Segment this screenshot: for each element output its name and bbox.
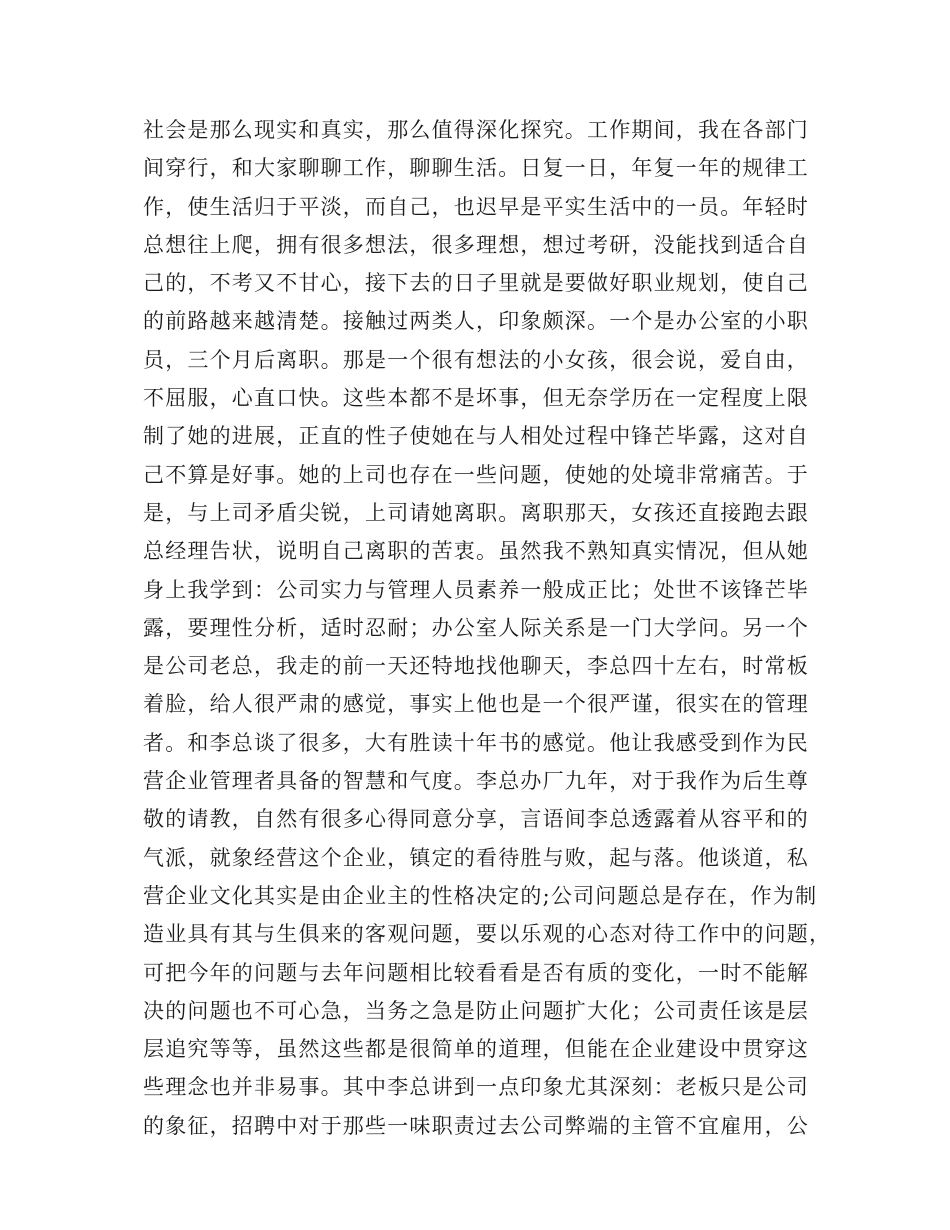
text-line-5: 己的，不考又不甘心，接下去的日子里就是要做好职业规划，使自己 — [143, 271, 809, 296]
text-line-25: 层追究等等，虽然这些都是很简单的道理，但能在企业建设中贯穿这 — [143, 1037, 809, 1062]
text-line-20: 气派，就象经营这个企业，镇定的看待胜与败，起与落。他谈道，私 — [143, 845, 809, 870]
text-line-4: 总想往上爬，拥有很多想法，很多理想，想过考研，没能找到适合自 — [143, 232, 809, 257]
text-line-8: 不屈服，心直口快。这些本都不是坏事，但无奈学历在一定程度上限 — [143, 386, 809, 411]
text-line-2: 间穿行，和大家聊聊工作，聊聊生活。日复一日，年复一年的规律工 — [143, 156, 809, 181]
text-line-22: 造业具有其与生俱来的客观问题，要以乐观的心态对待工作中的问题， — [143, 922, 832, 947]
text-line-23: 可把今年的问题与去年问题相比较看看是否有质的变化，一时不能解 — [143, 960, 809, 985]
text-line-1: 社会是那么现实和真实，那么值得深化探究。工作期间，我在各部门 — [143, 118, 809, 142]
text-line-24: 决的问题也不可心急，当务之急是防止问题扩大化；公司责任该是层 — [143, 998, 809, 1023]
text-line-19: 敬的请教，自然有很多心得同意分享，言语间李总透露着从容平和的 — [143, 807, 809, 832]
text-line-6: 的前路越来越清楚。接触过两类人，印象颇深。一个是办公室的小职 — [143, 309, 809, 334]
text-line-14: 露，要理性分析，适时忍耐；办公室人际关系是一门大学问。另一个 — [143, 615, 809, 640]
text-line-12: 总经理告状，说明自己离职的苦衷。虽然我不熟知真实情况，但从她 — [143, 539, 809, 564]
text-line-21: 营企业文化其实是由企业主的性格决定的;公司问题总是存在，作为制 — [143, 883, 818, 908]
text-line-10: 己不算是好事。她的上司也存在一些问题，使她的处境非常痛苦。于 — [143, 462, 809, 487]
text-line-18: 营企业管理者具备的智慧和气度。李总办厂九年，对于我作为后生尊 — [143, 769, 809, 794]
text-line-27: 的象征，招聘中对于那些一味职责过去公司弊端的主管不宜雇用，公 — [143, 1113, 809, 1138]
text-line-16: 着脸，给人很严肃的感觉，事实上他也是一个很严谨，很实在的管理 — [143, 692, 809, 717]
text-line-26: 些理念也并非易事。其中李总讲到一点印象尤其深刻：老板只是公司 — [143, 1075, 809, 1100]
text-line-3: 作，使生活归于平淡，而自己，也迟早是平实生活中的一员。年轻时 — [143, 194, 809, 219]
document-body — [143, 111, 832, 1145]
text-line-9: 制了她的进展，正直的性子使她在与人相处过程中锋芒毕露，这对自 — [143, 424, 809, 449]
text-line-15: 是公司老总，我走的前一天还特地找他聊天，李总四十左右，时常板 — [143, 654, 809, 679]
text-line-11: 是，与上司矛盾尖锐，上司请她离职。离职那天，女孩还直接跑去跟 — [143, 500, 809, 525]
text-line-17: 者。和李总谈了很多，大有胜读十年书的感觉。他让我感受到作为民 — [143, 730, 809, 755]
text-line-13: 身上我学到：公司实力与管理人员素养一般成正比；处世不该锋芒毕 — [143, 577, 809, 602]
text-line-7: 员，三个月后离职。那是一个很有想法的小女孩，很会说，爱自由， — [143, 347, 809, 372]
